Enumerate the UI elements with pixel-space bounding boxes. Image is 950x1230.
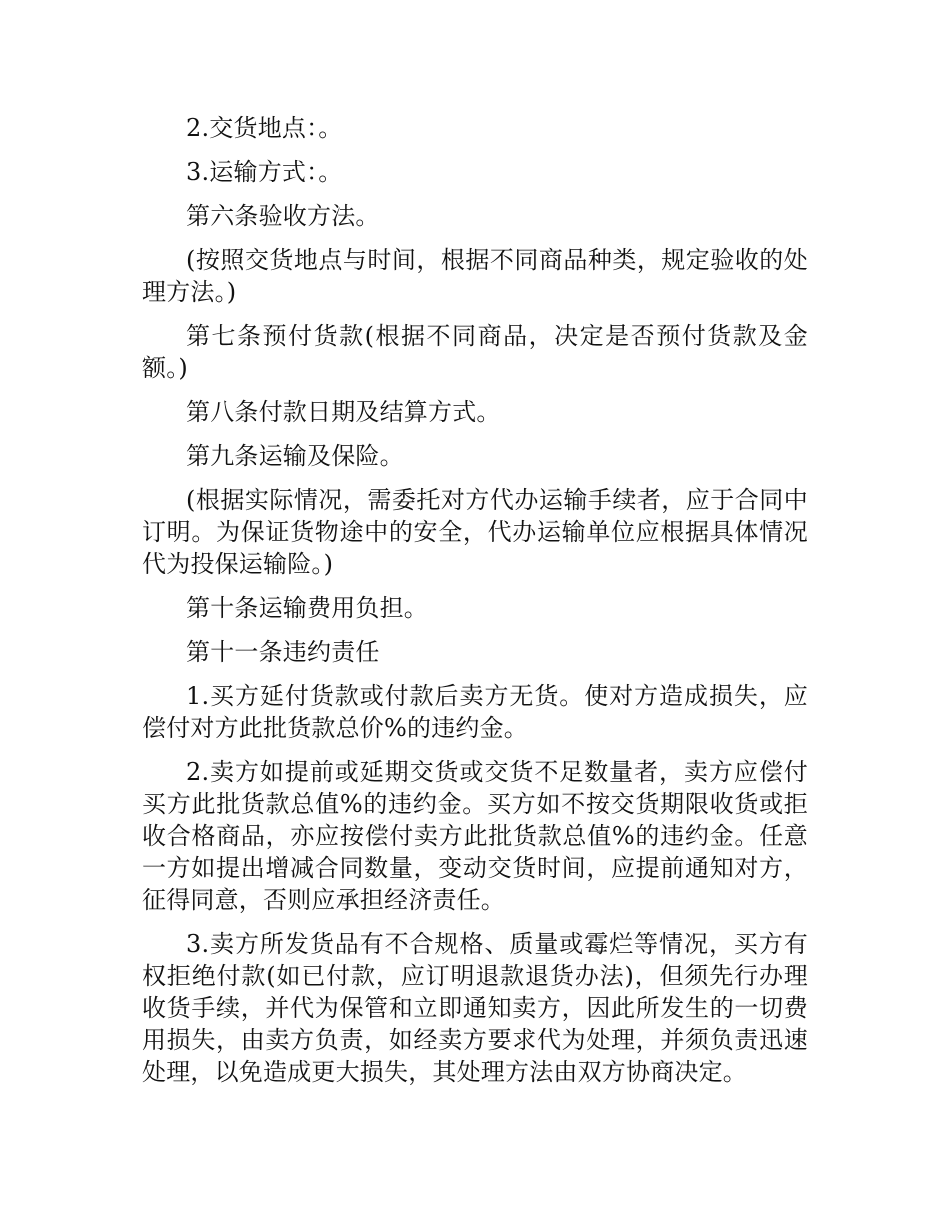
clause-8-heading: 第八条付款日期及结算方式。 [186,398,501,426]
clause-11-item-3: 3.卖方所发货品有不合规格、质量或霉烂等情况，买方有权拒绝付款(如已付款，应订明退款退货办法)，但须先行办理收货手续，并代为保管和立即通知卖方，因此所发生的一切费用损失，由卖方负责，如经卖方要求代为处理，并须负责迅速处理，以免造成更大损失，其处理方法由双方协商决定。 [142,930,808,1086]
clause-6-heading: 第六条验收方法。 [186,202,380,230]
paragraph-transport-method: 3.运输方式：。 [186,158,343,186]
clause-7-heading: 第七条预付货款(根据不同商品，决定是否预付货款及金额。) [142,322,808,382]
paragraph-delivery-location: 2.交货地点：。 [186,114,343,142]
clause-11-heading: 第十一条违约责任 [186,638,380,666]
clause-9-note: (根据实际情况，需委托对方代办运输手续者，应于合同中订明。为保证货物途中的安全，代办运输单位应根据具体情况代为投保运输险。) [142,486,808,578]
document-page [142,112,808,1100]
clause-11-item-1: 1.买方延付货款或付款后卖方无货。使对方造成损失，应偿付对方此批货款总价%的违约金。 [142,682,808,742]
clause-9-heading: 第九条运输及保险。 [186,442,404,470]
clause-11-item-2: 2.卖方如提前或延期交货或交货不足数量者，卖方应偿付买方此批货款总值%的违约金。买方如不按交货期限收货或拒收合格商品，亦应按偿付卖方此批货款总值%的违约金。任意一方如提出增减合同数量，变动交货时间，应提前通知对方，征得同意，否则应承担经济责任。 [142,758,808,914]
clause-6-note: (按照交货地点与时间，根据不同商品种类，规定验收的处理方法。) [142,246,808,306]
clause-10-heading: 第十条运输费用负担。 [186,594,428,622]
